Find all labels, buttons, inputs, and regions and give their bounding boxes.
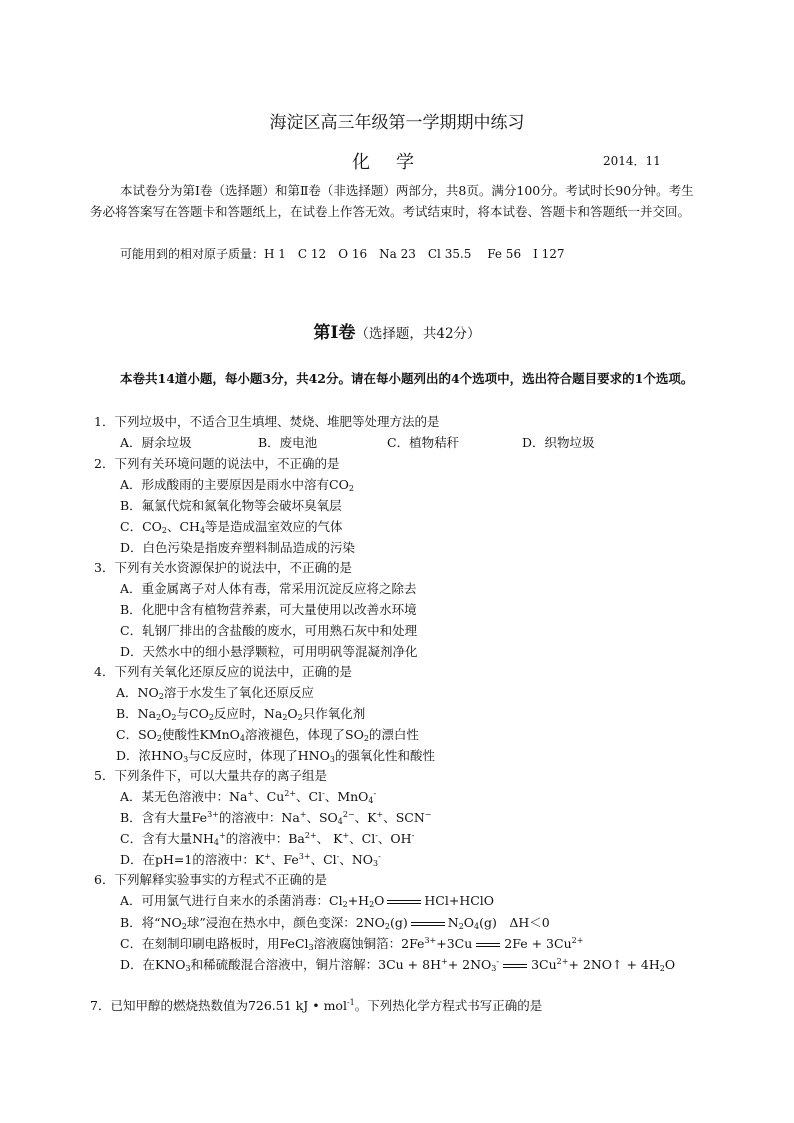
q3-option-a: A．重金属离子对人体有毒，常采用沉淀反应将之除去 <box>120 581 417 596</box>
q2-option-c: C．$CO_2$、$CH_4$等是造成温室效应的气体 <box>120 519 343 535</box>
intro-paragraph: 本试卷分为第Ⅰ卷（选择题）和第Ⅱ卷（非选择题）两部分，共8页。满分100分。考试时长90分钟。考生务必将答案写在答题卡和答题纸上，在试卷上作答无效。考试结束时，将本试卷、答题卡和答题纸一并交回。 <box>90 183 694 219</box>
q6-option-b: B．将“$NO_2$球”浸泡在热水中，颜色变深：$2NO_2(g)$ $N_2O_4(g)$ ΔH＜0 <box>120 915 550 931</box>
q4-option-b: B．$Na_2O_2$与$CO_2$反应时，$Na_2O_2$只作氧化剂 <box>116 706 366 722</box>
q4-option-a: A．$NO_2$溶于水发生了氧化还原反应 <box>116 685 314 701</box>
q3-option-c: C．轧钢厂排出的含盐酸的废水，可用熟石灰中和处理 <box>120 623 418 638</box>
q1-option-d: D．织物垃圾 <box>522 435 595 450</box>
q3-stem: 3．下列有关水资源保护的说法中，不正确的是 <box>94 560 352 575</box>
q2-option-d: D．白色污染是指废弃塑料制品造成的污染 <box>120 540 356 555</box>
q6-option-c: C．在刻制印刷电路板时，用FeCl$_3$溶液腐蚀铜箔：$2Fe^{3+}+3Cu$ $2Fe + 3Cu^{2+}$ <box>120 936 584 952</box>
reversible-arrow-icon <box>387 900 421 904</box>
q2-stem: 2．下列有关环境问题的说法中，不正确的是 <box>94 456 340 471</box>
q1-option-a: A．厨余垃圾 <box>120 435 192 450</box>
q1-option-b: B．废电池 <box>258 435 318 450</box>
q3-option-d: D．天然水中的细小悬浮颗粒，可用明矾等混凝剂净化 <box>120 644 418 659</box>
equals-sign-icon <box>503 964 527 968</box>
q6-stem: 6．下列解释实验事实的方程式不正确的是 <box>94 872 327 887</box>
q2-option-b: B．氟氯代烷和氮氧化物等会破坏臭氧层 <box>120 498 342 513</box>
q5-option-b: B．含有大量$Fe^{3+}$的溶液中：Na+、$SO_4^{2-}$、K+、SCN− <box>120 810 432 826</box>
q5-option-a: A．某无色溶液中：Na+、$Cu^{2+}$、Cl-、MnO$_4$- <box>120 789 377 805</box>
q4-option-d: D．浓$HNO_3$与C反应时，体现了$HNO_3$的强氧化性和酸性 <box>116 748 435 764</box>
q2-option-a: A．形成酸雨的主要原因是雨水中溶有$CO_2$ <box>120 477 354 493</box>
q1-stem: 1．下列垃圾中，不适合卫生填埋、焚烧、堆肥等处理方法的是 <box>94 414 440 429</box>
reversible-arrow-icon <box>411 922 445 926</box>
q5-option-c: C．含有大量$NH_4^+$的溶液中：$Ba^{2+}$、 K+、Cl-、OH- <box>120 831 415 847</box>
q6-option-a: A．可用氯气进行自来水的杀菌消毒：$Cl_2+H_2O$ HCl+HClO <box>120 893 495 909</box>
atomic-masses <box>120 245 565 262</box>
q4-option-c: C．$SO_2$使酸性KMnO$_4$溶液褪色，体现了$SO_2$的漂白性 <box>116 727 419 743</box>
q3-option-b: B．化肥中含有植物营养素，可大量使用以改善水环境 <box>120 602 417 617</box>
equals-sign-icon <box>476 943 500 947</box>
section-name: 第Ⅰ卷 <box>313 323 356 343</box>
section-paren: （选择题，共42分） <box>355 326 481 342</box>
masses-label: 可能用到的相对原子质量： <box>120 247 265 261</box>
masses-values: H 1 C 12 O 16 Na 23 Cl 35.5 Fe 56 I 127 <box>264 247 565 261</box>
q5-option-d: D．在pH=1的溶液中：K+、$Fe^{3+}$、Cl-、$NO_3^-$ <box>120 852 381 868</box>
q1-option-c: C．植物秸秆 <box>387 435 460 450</box>
section-title <box>0 318 794 343</box>
subject-heading: 化学 <box>352 152 440 173</box>
q6-option-d: D．在$KNO_3$和稀硫酸混合溶液中，铜片溶解：$3Cu + 8H^++ 2NO_3^-$ $3Cu^{2+}+$ 2NO↑ + $4H_2O$ <box>120 957 676 973</box>
q4-stem: 4．下列有关氧化还原反应的说法中，正确的是 <box>94 664 352 679</box>
exam-date: 2014．11 <box>603 154 661 168</box>
q5-stem: 5．下列条件下，可以大量共存的离子组是 <box>94 768 327 783</box>
section-instructions: 本卷共14道小题，每小题3分，共42分。请在每小题列出的4个选项中，选出符合题目要求的1个选项。 <box>120 371 694 386</box>
page-title: 海淀区高三年级第一学期期中练习 <box>269 113 525 133</box>
q7-stem: 7．已知甲醇的燃烧热数值为726.51 kJ • mol$^{-1}$。下列热化学方程式书写正确的是 <box>90 998 543 1013</box>
